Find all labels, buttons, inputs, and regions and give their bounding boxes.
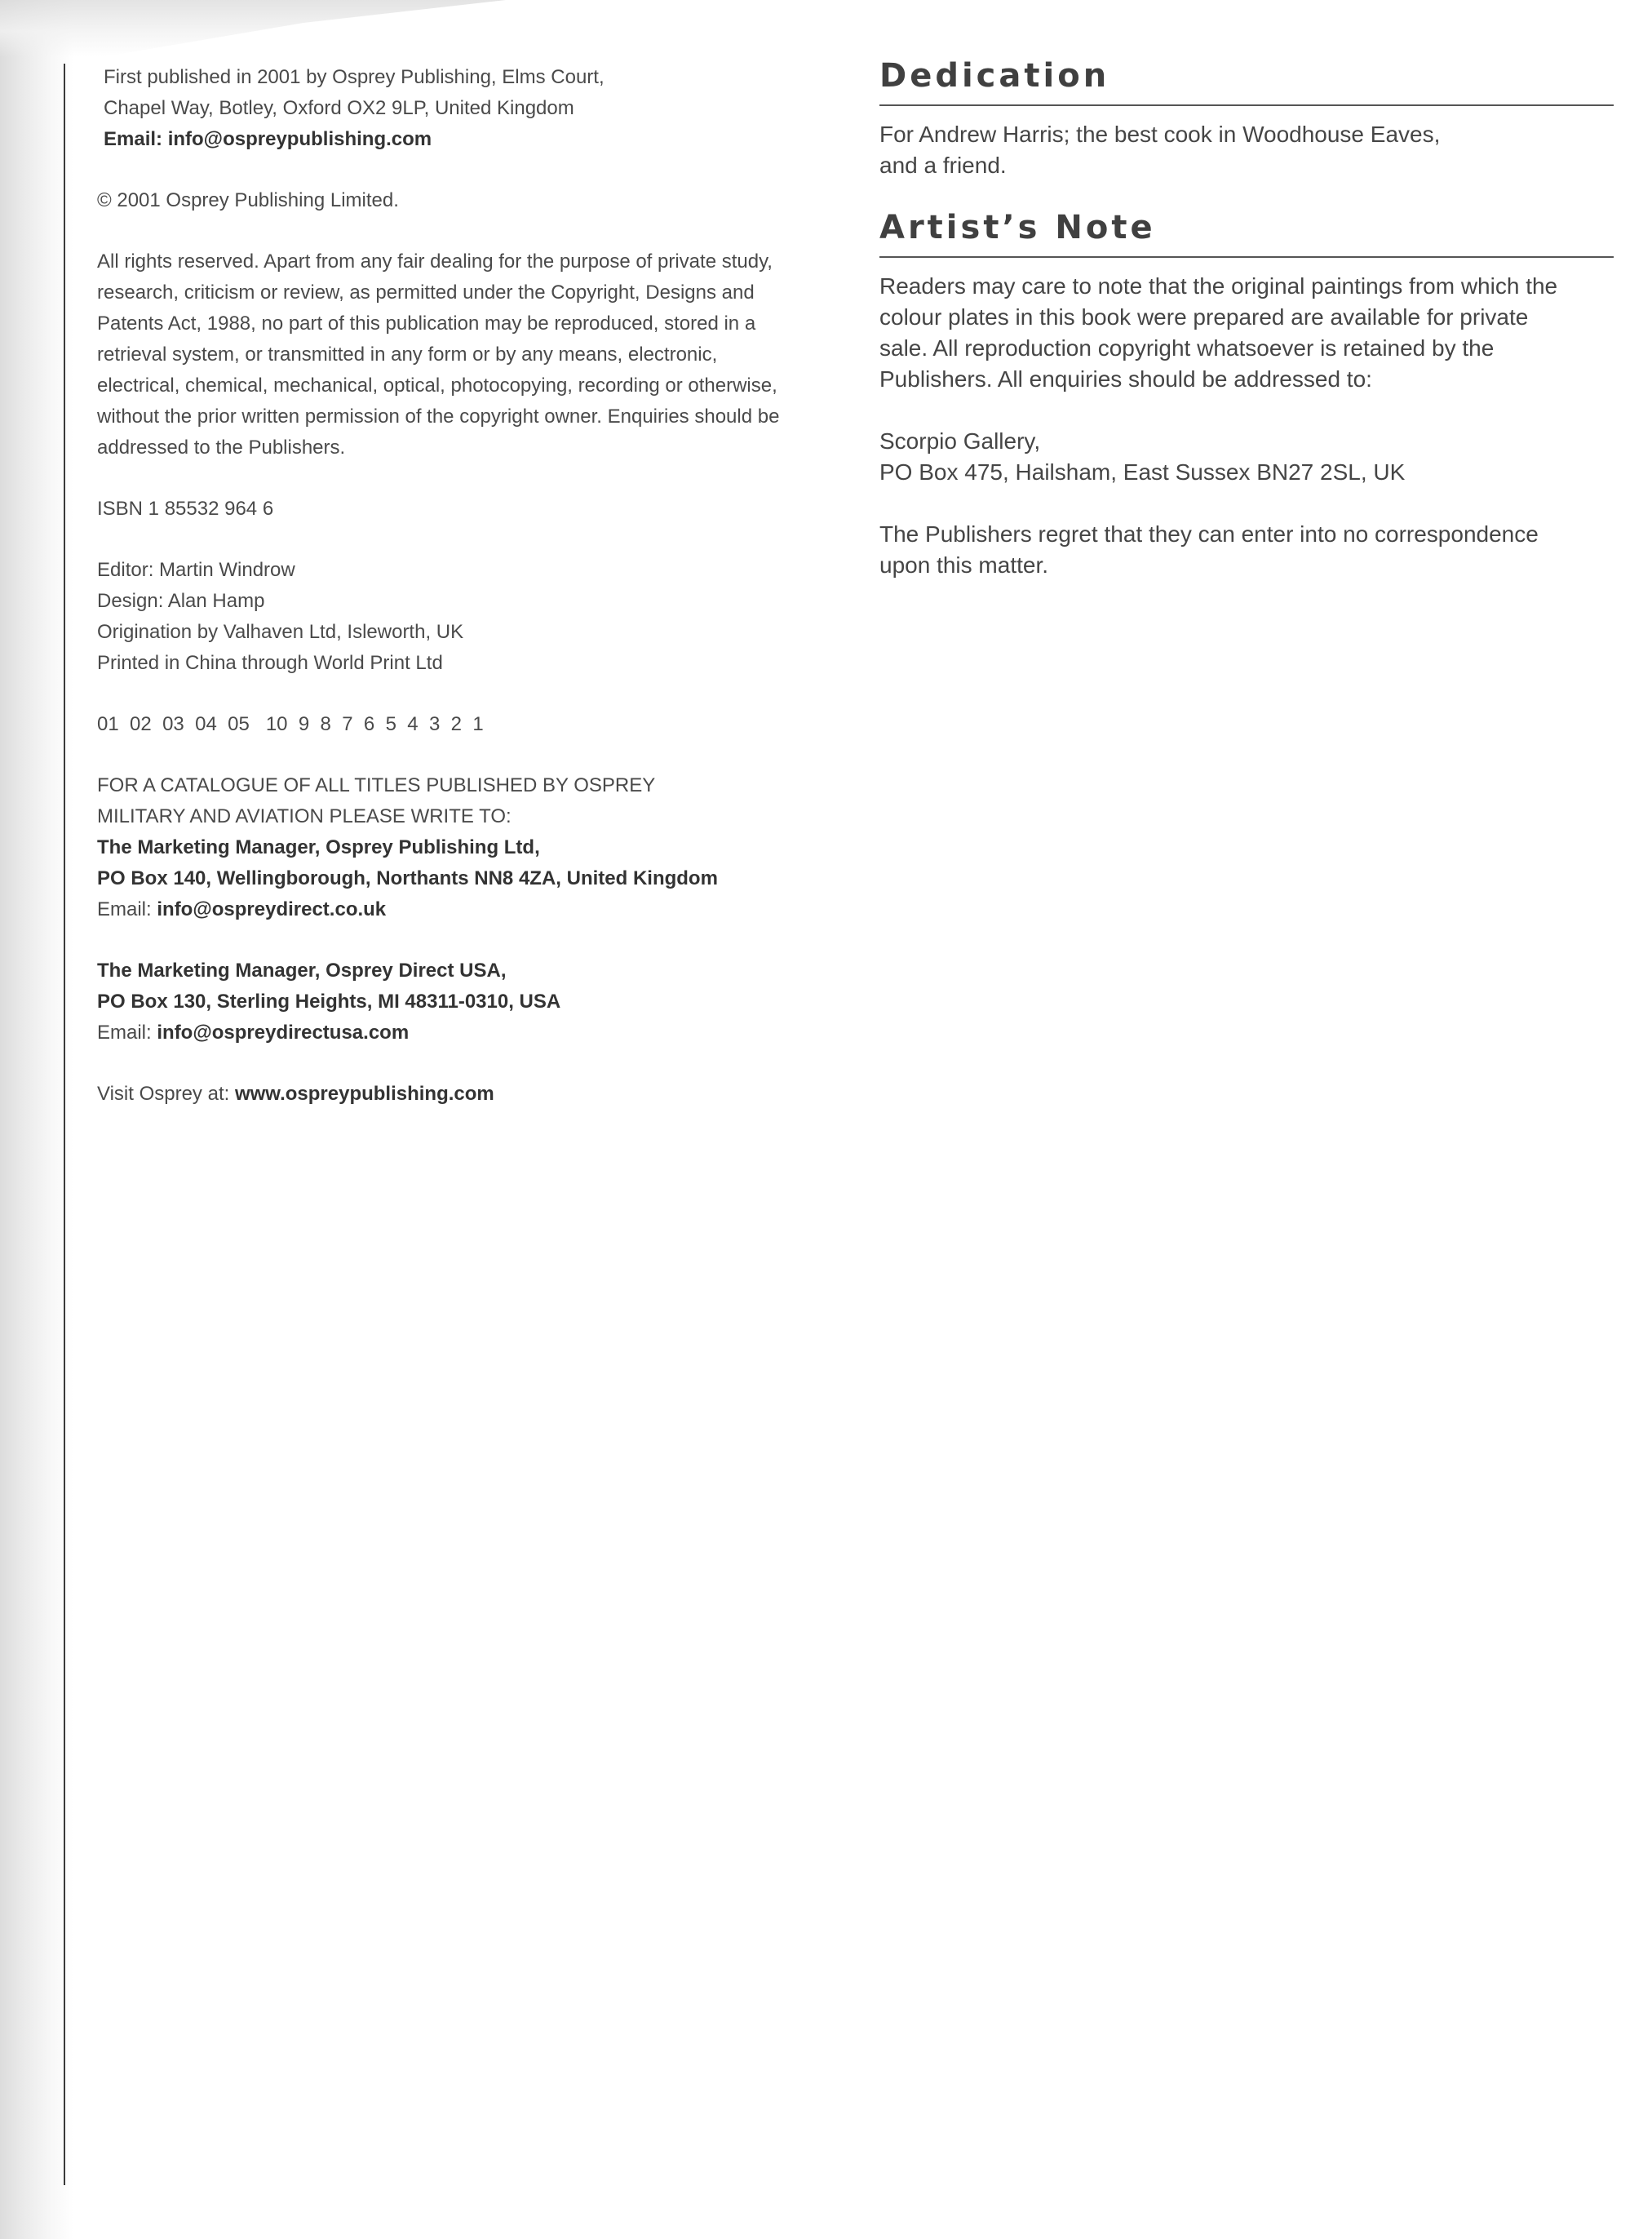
uk-address-line-1: The Marketing Manager, Osprey Publishing Ltd, [97,836,540,858]
uk-email-line [97,894,831,925]
catalogue-usa-block [97,955,831,1049]
rights-block [97,246,831,463]
rights-line: All rights reserved. Apart from any fair dealing for the purpose of private study, [97,251,773,273]
publisher-line-2: Chapel Way, Botley, Oxford OX2 9LP, United Kingdom [104,97,574,119]
credit-design: Design: Alan Hamp [97,590,265,612]
dedication-text [879,119,1614,181]
regret-note [879,519,1614,581]
credit-printer: Printed in China through World Print Ltd [97,652,443,674]
artists-note-text [879,271,1614,395]
publisher-email-line [97,124,831,155]
credit-origination: Origination by Valhaven Ltd, Isleworth, UK [97,621,464,643]
catalogue-line-2: MILITARY AND AVIATION PLEASE WRITE TO: [97,805,512,827]
regret-line: upon this matter. [879,552,1049,578]
credits-block [97,555,831,679]
print-number-line: 01 02 03 04 05 10 9 8 7 6 5 4 3 2 1 [97,713,484,735]
publisher-block [97,62,831,155]
imprint-column [97,62,831,1140]
dedication-heading: Dedication [879,57,1614,106]
visit-block [97,1079,831,1110]
uk-email: info@ospreydirect.co.uk [157,898,387,920]
visit-label: Visit Osprey at: [97,1083,230,1105]
usa-email-label: Email: [97,1022,152,1044]
rights-line: research, criticism or review, as permitted under the Copyright, Designs and [97,282,755,304]
isbn: ISBN 1 85532 964 6 [97,498,274,520]
print-line-block [97,709,831,740]
usa-email: info@ospreydirectusa.com [157,1022,410,1044]
website-url: www.ospreypublishing.com [234,1083,494,1105]
uk-address-line-2: PO Box 140, Wellingborough, Northants NN8 4ZA, United Kingdom [97,867,718,889]
vertical-rule [64,64,65,2185]
usa-address-line-2: PO Box 130, Sterling Heights, MI 48311-0310, USA [97,991,561,1013]
usa-address-line-1: The Marketing Manager, Osprey Direct USA, [97,960,507,982]
notes-column [879,57,1614,581]
dedication-line: For Andrew Harris; the best cook in Woodhouse Eaves, [879,122,1441,147]
rights-line: without the prior written permission of the copyright owner. Enquiries should be [97,406,780,428]
scan-shadow-top [0,0,506,57]
gallery-line: PO Box 475, Hailsham, East Sussex BN27 2SL, UK [879,459,1406,485]
catalogue-line-1: FOR A CATALOGUE OF ALL TITLES PUBLISHED BY OSPREY [97,774,656,796]
artists-note-line: sale. All reproduction copyright whatsoever is retained by the [879,335,1495,361]
copyright-block [97,185,831,216]
rights-line: Patents Act, 1988, no part of this publication may be reproduced, stored in a [97,313,756,335]
scan-shadow-edge [0,0,73,2239]
usa-email-line [97,1018,831,1049]
artists-note-line: colour plates in this book were prepared are available for private [879,304,1529,330]
artists-note-heading: Artist’s Note [879,209,1614,258]
publisher-line-1: First published in 2001 by Osprey Publishing, Elms Court, [104,66,605,88]
isbn-block [97,494,831,525]
uk-email-label: Email: [97,898,152,920]
gallery-address [879,426,1614,488]
artists-note-line: Publishers. All enquiries should be addressed to: [879,366,1372,392]
visit-line [97,1079,831,1110]
credit-editor: Editor: Martin Windrow [97,559,295,581]
artists-note-line: Readers may care to note that the original paintings from which the [879,273,1558,299]
catalogue-uk-block [97,770,831,925]
gallery-line: Scorpio Gallery, [879,428,1041,454]
rights-line: addressed to the Publishers. [97,437,346,459]
publisher-email: info@ospreypublishing.com [167,128,432,150]
email-label: Email: [104,128,163,150]
copyright-line: © 2001 Osprey Publishing Limited. [97,189,399,211]
regret-line: The Publishers regret that they can enter into no correspondence [879,521,1539,547]
dedication-line: and a friend. [879,153,1007,178]
rights-line: retrieval system, or transmitted in any form or by any means, electronic, [97,344,718,366]
rights-line: electrical, chemical, mechanical, optical, photocopying, recording or otherwise, [97,375,777,397]
